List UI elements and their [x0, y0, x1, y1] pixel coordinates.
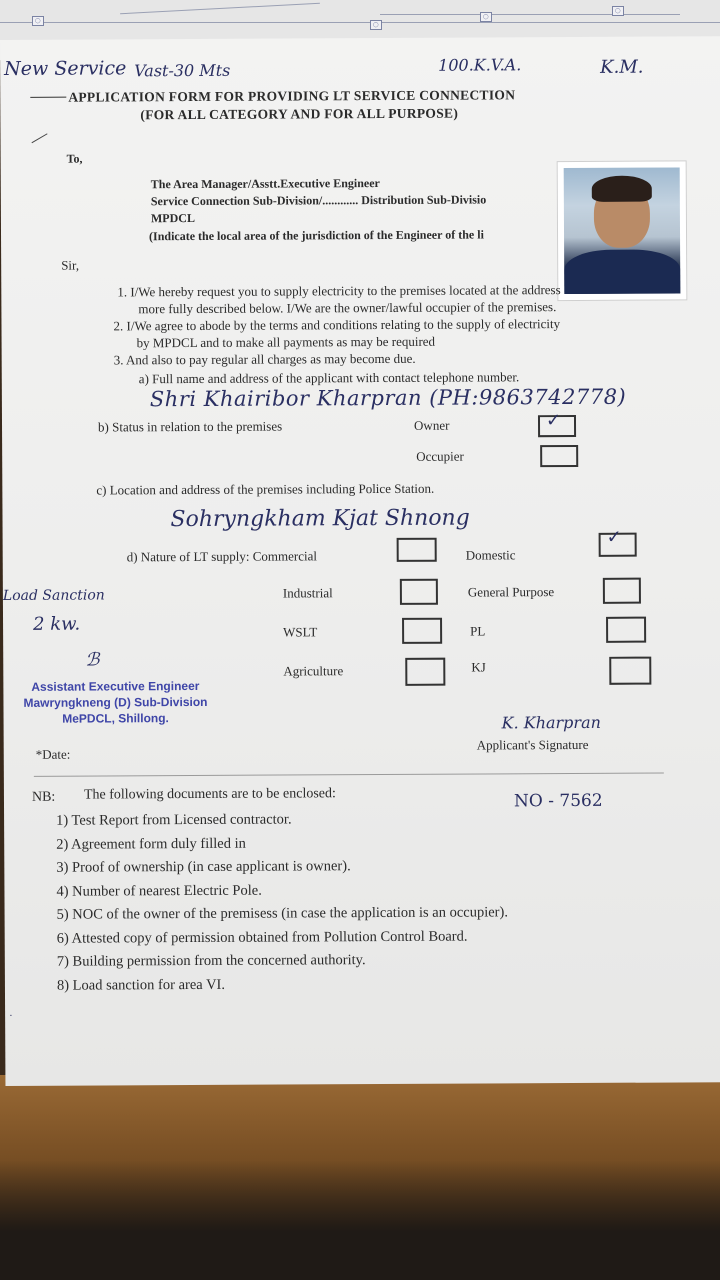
handwritten-initials: K.M. [600, 56, 644, 78]
to-label: To, [66, 151, 83, 166]
domestic-check-icon: ✓ [606, 526, 622, 548]
nb-label: NB: [31, 789, 56, 805]
signature-label: Applicant's Signature [476, 736, 589, 753]
map-label: ◯ [612, 6, 624, 16]
premises-location: Sohryngkham Kjat Shnong [170, 505, 470, 533]
commercial-checkbox[interactable] [397, 538, 437, 562]
industrial-label: Industrial [282, 585, 333, 601]
nb-item: 4) Number of nearest Electric Pole. [56, 882, 262, 900]
dark-floor [0, 1160, 720, 1280]
load-sanction-note: Load Sanction [2, 587, 105, 604]
date-label: *Date: [35, 746, 71, 762]
pen-mark [31, 133, 47, 143]
item-3b: b) Status in relation to the premises [97, 418, 283, 435]
load-sanction-value: 2 kw. [33, 613, 81, 635]
industrial-checkbox[interactable] [400, 579, 438, 605]
edge-mark: · [9, 1009, 13, 1022]
owner-label: Owner [413, 417, 450, 433]
nb-item: 5) NOC of the owner of the premisess (in case the application is an occupier). [56, 904, 508, 923]
nb-item: 6) Attested copy of permission obtained from Pollution Control Board. [56, 928, 468, 947]
pl-label: PL [470, 623, 486, 639]
item-3c: c) Location and address of the premises including Police Station. [96, 480, 435, 498]
nb-item: 1) Test Report from Licensed contractor. [56, 811, 292, 829]
wslt-label: WSLT [283, 624, 318, 640]
divider [34, 773, 664, 777]
item-2: 2. I/We agree to abode by the terms and conditions relating to the supply of electricity [113, 316, 561, 334]
nb-item: 2) Agreement form duly filled in [56, 835, 246, 853]
stamp-line-1: Assistant Executive Engineer [31, 678, 200, 694]
address-line-1: The Area Manager/Asstt.Executive Engineer [150, 176, 380, 192]
nb-intro: The following documents are to be enclosed: [83, 786, 336, 803]
wslt-checkbox[interactable] [402, 618, 442, 644]
nb-list [56, 807, 508, 997]
occupier-label: Occupier [416, 448, 464, 464]
item-3: 3. And also to pay regular all charges as may become due. [113, 350, 416, 368]
address-line-4: (Indicate the local area of the jurisdiction of the Engineer of the li [148, 227, 484, 244]
general-purpose-checkbox[interactable] [603, 578, 641, 604]
handwritten-new-service: New Service [4, 57, 127, 80]
item-1-cont: more fully described below. I/We are the owner/lawful occupier of the premises. [138, 299, 557, 317]
nb-item: 8) Load sanction for area VI. [56, 976, 226, 994]
applicant-photo [557, 160, 688, 301]
handwritten-dash [30, 97, 66, 98]
pl-checkbox[interactable] [606, 617, 646, 643]
kj-label: KJ [471, 659, 486, 675]
form-number: NO - 7562 [513, 790, 603, 812]
domestic-label: Domestic [465, 547, 516, 563]
applicant-name: Shri Khairibor Kharpran (PH:9863742778) [149, 384, 627, 412]
handwritten-load-note: Vast-30 Mts [134, 60, 231, 81]
address-line-2: Service Connection Sub-Division/............ Distribution Sub-Divisio [150, 192, 487, 209]
item-2-cont: by MPDCL and to make all payments as may be required [136, 333, 436, 351]
application-form-paper [0, 36, 720, 1086]
item-3d: d) Nature of LT supply: Commercial [126, 548, 318, 565]
general-purpose-label: General Purpose [467, 584, 555, 600]
agriculture-label: Agriculture [283, 663, 344, 679]
applicant-signature: K. Kharpran [501, 712, 601, 733]
form-subtitle: (FOR ALL CATEGORY AND FOR ALL PURPOSE) [140, 105, 459, 123]
agriculture-checkbox[interactable] [405, 658, 445, 686]
owner-check-icon: ✓ [545, 410, 562, 432]
item-3a: a) Full name and address of the applicant with contact telephone number. [138, 369, 520, 387]
map-label: ◯ [370, 20, 382, 30]
form-title: APPLICATION FORM FOR PROVIDING LT SERVICE CONNECTION [68, 87, 516, 105]
address-line-3: MPDCL [150, 210, 195, 226]
nb-item: 3) Proof of ownership (in case applicant is owner). [56, 858, 351, 876]
salutation: Sir, [61, 257, 80, 273]
kj-checkbox[interactable] [609, 657, 651, 685]
occupier-checkbox[interactable] [540, 445, 578, 467]
item-1: 1. I/We hereby request you to supply electricity to the premises located at the address [117, 282, 561, 300]
stamp-line-2: Mawryngkneng (D) Sub-Division [23, 694, 208, 710]
map-label: ◯ [480, 12, 492, 22]
nb-item: 7) Building permission from the concerned authority. [56, 952, 366, 970]
stamp-line-3: MePDCL, Shillong. [62, 711, 169, 726]
signature-squiggle-icon: ℬ [85, 649, 100, 671]
map-label: ◯ [32, 16, 44, 26]
handwritten-kva: 100.K.V.A. [438, 55, 522, 75]
